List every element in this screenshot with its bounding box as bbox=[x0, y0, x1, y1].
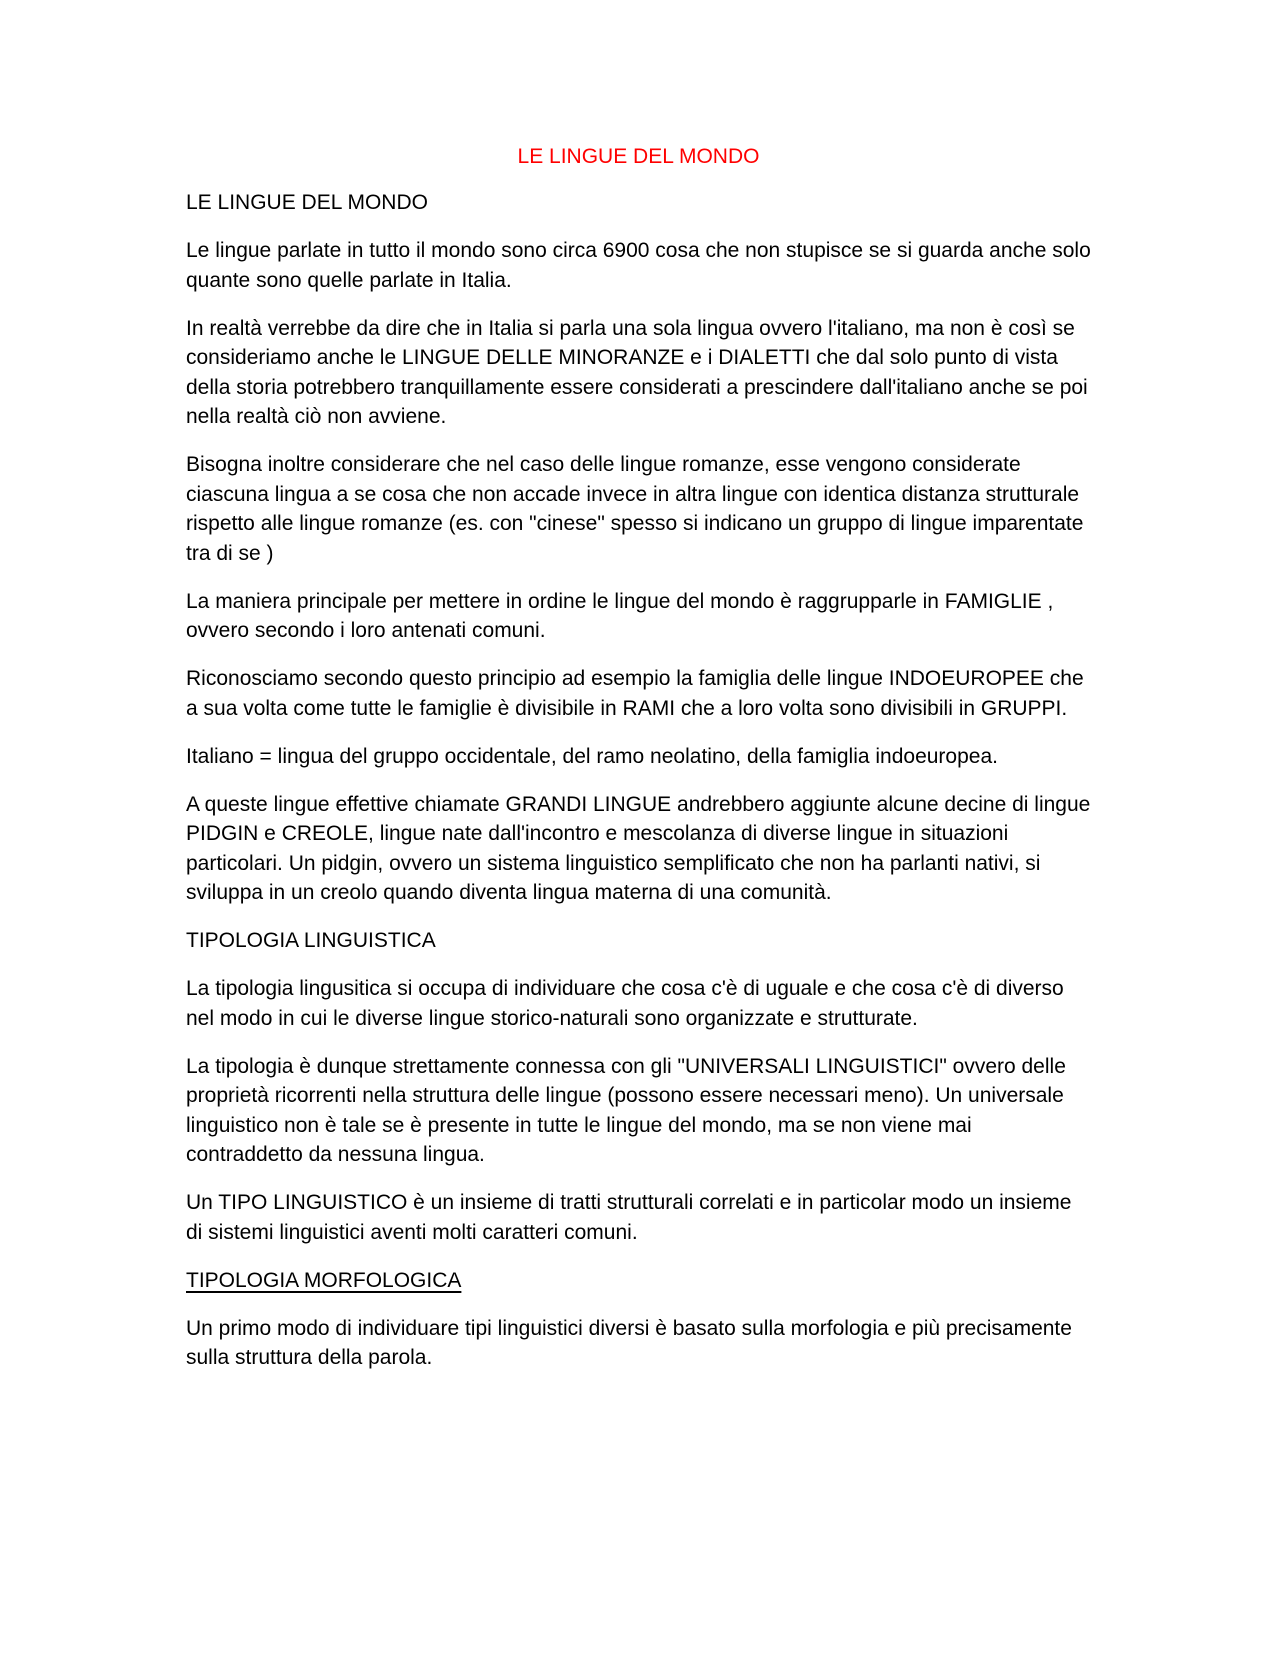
paragraph: In realtà verrebbe da dire che in Italia si parla una sola lingua ovvero l'italiano, ma non è così se consideriamo anche le LINGUE DELLE MINORANZE e i DIALETTI che dal solo punto di vista della storia potrebbero tranquillamente essere considerati a prescindere dall'italiano anche se poi nella realtà ciò non avviene. bbox=[186, 316, 1088, 428]
paragraph: Un TIPO LINGUISTICO è un insieme di tratti strutturali correlati e in particolar modo un insieme di sistemi linguistici aventi molti caratteri comuni. bbox=[186, 1191, 1072, 1244]
paragraph: Le lingue parlate in tutto il mondo sono circa 6900 cosa che non stupisce se si guarda anche solo quante sono quelle parlate in Italia. bbox=[186, 239, 1091, 292]
paragraph: TIPOLOGIA LINGUISTICA bbox=[186, 929, 436, 952]
paragraph: Bisogna inoltre considerare che nel caso delle lingue romanze, esse vengono considerate ciascuna lingua a se cosa che non accade invece in altra lingue con identica distanza strutturale rispetto alle lingue romanze (es. con "cinese" spesso si indicano un gruppo di lingue imparentate tra di se ) bbox=[186, 453, 1084, 565]
paragraph: La tipologia lingusitica si occupa di individuare che cosa c'è di uguale e che cosa c'è di diverso nel modo in cui le diverse lingue storico-naturali sono organizzate e strutturate. bbox=[186, 977, 1064, 1030]
paragraph: A queste lingue effettive chiamate GRANDI LINGUE andrebbero aggiunte alcune decine di lingue PIDGIN e CREOLE, lingue nate dall'incontro e mescolanza di diverse lingue in situazioni particolari. Un pidgin, ovvero un sistema linguistico semplificato che non ha parlanti nativi, si sviluppa in un creolo quando diventa lingua materna di una comunità. bbox=[186, 792, 1091, 904]
paragraph: Riconosciamo secondo questo principio ad esempio la famiglia delle lingue INDOEUROPEE che a sua volta come tutte le famiglie è divisibile in RAMI che a loro volta sono divisibili in GRUPPI. bbox=[186, 667, 1084, 720]
paragraph: La maniera principale per mettere in ordine le lingue del mondo è raggrupparle in FAMIGLIE , ovvero secondo i loro antenati comuni. bbox=[186, 589, 1054, 642]
section-heading: TIPOLOGIA MORFOLOGICA bbox=[186, 1268, 462, 1292]
document-body bbox=[186, 188, 1091, 1373]
document-title: LE LINGUE DEL MONDO bbox=[517, 145, 760, 168]
paragraph: Un primo modo di individuare tipi linguistici diversi è basato sulla morfologia e più precisamente sulla struttura della parola. bbox=[186, 1316, 1072, 1369]
paragraph: La tipologia è dunque strettamente connessa con gli "UNIVERSALI LINGUISTICI" ovvero delle proprietà ricorrenti nella struttura delle lingue (possono essere necessari meno). Un universale linguistico non è tale se è presente in tutte le lingue del mondo, ma se non viene mai contraddetto da nessuna lingua. bbox=[186, 1054, 1066, 1166]
paragraph: Italiano = lingua del gruppo occidentale, del ramo neolatino, della famiglia indoeuropea. bbox=[186, 744, 998, 768]
paragraph: LE LINGUE DEL MONDO bbox=[186, 191, 428, 214]
document-page bbox=[186, 142, 1091, 1391]
